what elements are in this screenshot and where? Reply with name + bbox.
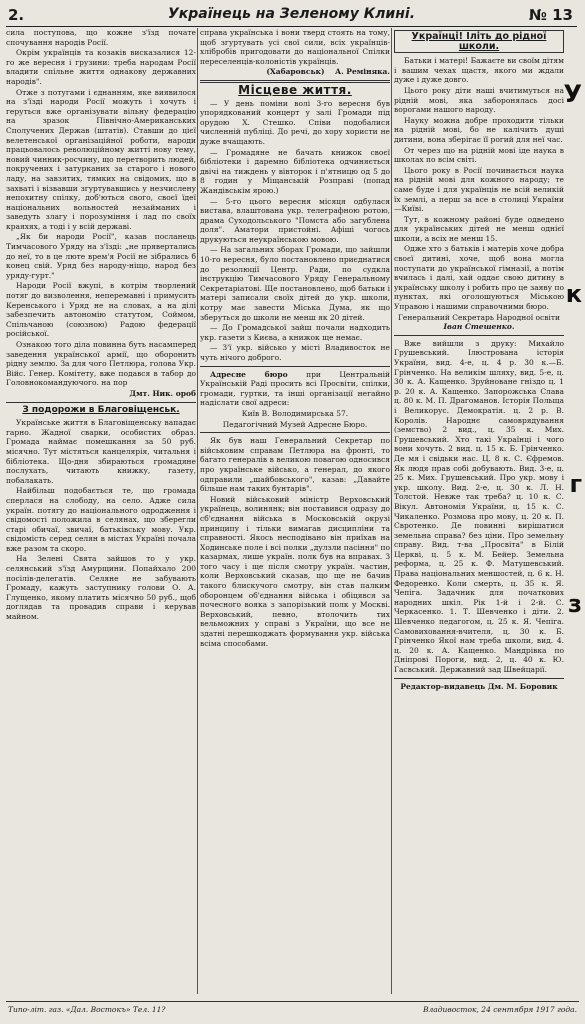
announcement-title: Адресне бюро xyxy=(210,369,288,379)
signature-name: Іван Стешенко. xyxy=(443,322,515,332)
paragraph: Народи Росії вжупі, в котрім творлений потяг до визволення, неперемавні і примусять Керенського і Уряд не на словах, а на ділі забезпечить автономію статутом, Соймом, Спільчаною (союзною) Радою федерації російської. xyxy=(6,281,196,339)
paragraph: Найбільш подобається те, що громада сперлася на слободу, на село. Аджe сила україн. потягу до національного одродження і свідомості положила в селянах, що зберегли старі обичаї, звичаї, батьківську мову. Укр. свідомість серед селян в містах Україні почала вже разом та скоро. xyxy=(6,486,196,553)
paragraph: сила поступова, що кожне з'їзд почате спочування народів Росії. xyxy=(6,28,196,47)
issue-number: № 13 xyxy=(528,6,573,24)
page-footer xyxy=(6,1001,579,1018)
paragraph: От через що на рідній мові іде наука в школах по всім світі. xyxy=(394,145,564,165)
announcement xyxy=(200,370,390,408)
section-heading: Місцеве життя. xyxy=(238,82,352,97)
separator xyxy=(394,678,564,679)
clipped-edge-letter: У xyxy=(563,80,582,108)
clipped-edge-letter: з xyxy=(568,590,582,618)
separator xyxy=(200,432,390,433)
column-divider xyxy=(391,28,392,994)
column-divider xyxy=(197,28,198,994)
paragraph: — До Громадської зайш почали надходить укр. газети з Києва, а книжок ще немає. xyxy=(200,323,390,342)
paragraph: Цього року діти наші вчитимуться на рідній мові, яка заборонялась досі ворогами нашого народу. xyxy=(394,85,564,115)
editor-line: Редактор-видавець Дм. М. Боровик xyxy=(400,681,558,691)
date-line: Владивосток, 24 сентября 1917 года. xyxy=(423,1005,577,1014)
signature-title: Генеральний Секретарь Народної освіти xyxy=(397,312,561,322)
article-heading: З подорожи в Благовіщенськ. xyxy=(22,404,180,415)
paragraph: — У день поміни волі 3-го вересня був упорядкований концерт у залі Громади під орудою Х. Стешко. Співи подобалися численній публіці. До речі, до хору хористи не дуже вчащають. xyxy=(200,98,390,146)
page-header xyxy=(6,4,577,27)
paragraph: Тут, в кожному районі буде одведено для українських дітей не менш однієї школи, а всіх не менш 15. xyxy=(394,214,564,243)
signature-name: А. Реміняка. xyxy=(334,67,390,77)
column-1 xyxy=(6,28,196,994)
article-heading: Українці! Іліть до рідної школи. xyxy=(394,30,564,53)
clipped-edge-letter: к xyxy=(565,280,582,308)
column-3 xyxy=(394,28,564,994)
column-2 xyxy=(200,28,390,994)
paragraph: справа українська і вони тверд стоять на тому, щоб згуртувать усі свої сили, всіх українців-хлібробів пригодовати до національної Спілки переселенців-колоністів українців. xyxy=(200,28,390,66)
separator xyxy=(394,335,564,336)
signature xyxy=(200,67,390,77)
paragraph: Науку можна добре проходити тільки на рідній мові, бо не калічить душі дитини, вона зберігає її рогий для неї час. xyxy=(394,115,564,144)
paragraph: Новий військовий міністр Верховський українець, волинянк; він поставився одразу до сб'єднання війська в Московській окрузі принципу і тільки вимагав дисципліни та справності. Якось несподівано він приїхав на Ходинське поле і всі полки „дулзли пасіння" по казармах, лише україн. полк був на вправах. З того часу і ще після смотру україн. частин, коли Верховський сказав, що ще не бачив такого блискучого смотру, він став палким оборонцем об'єднання війська і обіцявся за почесного вояка з запорізький полк у Москві. Верховський, певно, втолочить тих вельможних у справі з України, що все не здатні перешкоджать формування укр. війська всіма способами. xyxy=(200,494,390,648)
paragraph: — 5-го цього вересня місяця одбулася вистава, влаштована укр. телеграфною ротою, драма Суходольського "Помста або загублена доля". Аматори пристойні. Афіші чогось друкуються неукраїнською мовою. xyxy=(200,196,390,244)
paragraph: „Як би народи Росії", казав посланець Тимчасового Уряду на з'їзді: „не прявертались до неї, то в це люте врем'я Росії не зібрались б конец свій. Уряд без народу-ніщо, народ без уряду-гурт." xyxy=(6,232,196,280)
announcement-address: Київ В. Володимирська 57. xyxy=(241,408,349,418)
page-number: 2. xyxy=(8,6,25,24)
printer-line: Типо-літ. газ. «Дал. Востокъ» Тел. 11? xyxy=(8,1005,166,1014)
book-list: Вже вийшли з друку: Михайло Грушевський. Ілюстрована історія України, вид. 4-е, ц. 4 р. 30 к.—Б. Грінченко. На великім шляху, вид. 5-е, ц. 30 к. А. Кащенко. Зруйноване гніздо ц. 1 р. 20 к. А. Кащенко. Запорожська Слава ц. 80 к. М. П. Драгоманов. Історія Польща і Великорус. Демократія. ц. 2 р. В. Королів. Народнє самоврядування (земство) 2 вид., ц. 35 к. Мих. Грушевський. Хто такі Українці і чого вони хочуть. 2 вид. ц. 15 к. Б. Грінченко. Де мя і свідьки нас. Ц. 8 к. С. Єфремов. Як людя прав собі добувають. Вид. 3-е, ц. 25 к. Мих. Грушевський. Про укр. мову і укр. школу. Вид. 2-е, ц. 30 к. Л. Н. Толстой. Невже так треба? ц. 10 к. С. Вікул. Автономія України, ц. 15 к. С. Чикаленко. Розмова про мову, ц. 20 к. П. Свротенко. Де повинні вирішатися земельна справа? без ціни. Про земельну справу. Вид. т-ва „Просвіта" в Білій Церкві, ц. 5 к. М. Бейер. Земельна реформа, ц. 25 к. Ф. Матушевський. Права національних меншостей, ц. 6 к. Н. Федоренко. Коли смерть, ц. 35 к. Я. Чепіга. Задачник для початкових народних шкіл. Рік 1-й і 2-й. С. Черкасенко. 1. Т. Шевченко і діти. 2. Шевченко педагогом, ц. 25 к. Я. Чепіга. Самовиховання-вчителя, ц. 30 к. Б. Грінченко Якої нам треба школи, вид. 4. ц. 20 к. А. Кащенко. Мандрівка по Дніпрові Пороги, вид. 2, ц. 40 к. Ю. Гасвський. Державний зад Швейцарії. xyxy=(394,338,564,674)
signature-place: (Хабаровськ) xyxy=(266,67,325,77)
paragraph: Ознакою того діла повинна буть насамперед заведення української армії, що оборонить рідну землю. За для чого Петлюра, голова Укр. Війс. Генер. Комітету, вже подався в табор до Головнокомандуючого. на пор xyxy=(6,340,196,388)
separator xyxy=(6,402,196,403)
separator xyxy=(200,366,390,367)
paragraph: Отже з потугами і єднанням, яке виявилося на з'їзді народи Росії можуть і хочуть і геруться вже організувати вільну федерацію на зразок Північно-Американських Сполучених Держав (штатів). Ставши до цієї велетенської організаційної роботи, народи працьовалось революційному житті нову тему, новий чинник-росчину, що перетворить людей, покручених і затурканих за старого і нового ладу, на завзятих, тямких на свідомих, що в захваті і візвавши згуртувавшись у незчислену непохитну спілку, доб'ються свого, своєї їдеї національних вольностей незайманих і заведуть злагу і порозуміння і лад по своїх краяхях, а тоді і у всій державі. xyxy=(6,87,196,231)
clipped-edge-letter: г xyxy=(569,470,582,498)
paragraph: Окрім українців та козаків висказалися 12-го же вересня і грузини: треба народам Росії владити спільне життя однакову державних народів". xyxy=(6,48,196,86)
paragraph: На Зелені Свята зайшов то у укр. селянський з'їзд Амурщини. Попайхало 200 посілів-делегатів. Селяне не забувають Громаду, кажуть заступнику голови О. А. Глущенко, якому платить місячно 50 руб., щоб доглядав та провадив справи і керував майном. xyxy=(6,554,196,622)
paragraph: Як був наш Генеральний Секретар по військовим справам Петлюра на фронті, то багато генералів в великою повагою односився про українське військо, а генерал, до якого одправили „шайбовського", казав: „Давайте більше нам таких бунтарів". xyxy=(200,436,390,494)
paragraph: Українське життя в Благовіщенську вападає гарно. Жадної сварки, особистих образ. Громада наймає помешкання за 50 руб. місячно. Тут містяться канцелярія, читальня і бібліотека. Що-дня збираються громадяне послухать, читають книжку, газету, побалакать. xyxy=(6,418,196,485)
paragraph: — На загальних зборах Громади, що зайшли 10-го вересня, було постановлено приєднатися до резолюції Центр. Ради, по судкла інструкцію Тимчасового Уряду Генеральному Секретаріатові. Ще постановлено, щоб батьки і матері записали своїх дітей до укр. школи, котру має завести Міська Дума, як що зберуться до школи не менш як 20 дітей. xyxy=(200,245,390,322)
signature: Дмт. Ник. ороб xyxy=(129,388,196,398)
paragraph: Одже хто з батьків і матерів хоче добра своєї дитині, хоче, щоб вона могла поступати до української гімназії, а потім вчилась і далі, хай оддає свою дитину в українську школу і робить про це заяву по пунктах, які оголошуються Міською Управою і нашими справочними бюро. xyxy=(394,244,564,312)
paragraph: — Громадяне не бачать книжок своєї бібліотеки і даремно бібліотека одчиняється двічі на тиждень у вівторок і п'ятницю од 5 до 8 годин у Міщанській Розправі (попад Жандівськім ярою.) xyxy=(200,147,390,195)
signature xyxy=(394,313,564,332)
paragraph: — З'ї укр. військо у місті Владивосток не чуть нічого доброго. xyxy=(200,343,390,362)
paragraph: Батьки і матері! Бажаєте ви своїм дітям і вашим чехах щастя, якого ми ждали дуже і дуже довго. xyxy=(394,56,564,85)
newspaper-title: Українець на Зеленому Клині. xyxy=(167,6,416,22)
announcement-text: при Центральній Українській Раді просить всі Просвіти, спілки, громади, гуртки, та інші організації негайно надіслати свої адреси: xyxy=(200,369,390,408)
announcement-address: Педагогічний Музей Адресне Бюро. xyxy=(222,419,368,429)
paragraph: Цього року в Росії починається наука на рідній мові для кожного народу; те саме буде і для українців не всій великій їх землі, а перш за все в столиці України—Київі. xyxy=(394,165,564,214)
